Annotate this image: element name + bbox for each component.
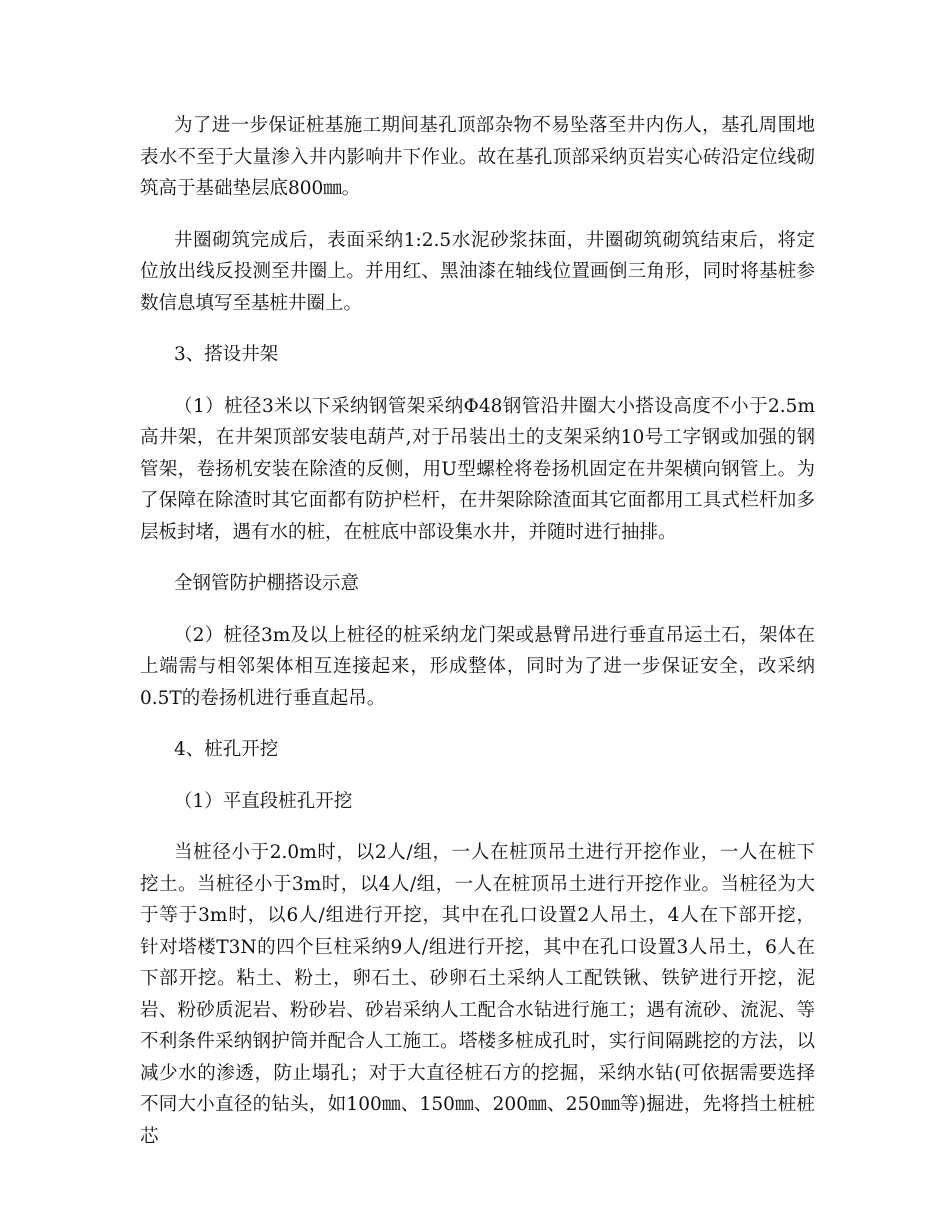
text-line: （2）桩径3m及以上桩径的桩采纳龙门架或悬臂吊进行垂直吊运土石，架体在 [174,624,815,646]
section-heading-pile-excavation [140,734,815,766]
heading-text: 4、桩孔开挖 [174,739,279,760]
text-line: 井圈砌筑完成后，表面采纳1:2.5水泥砂浆抹面，井圈砌筑砌筑结束后，将定 [174,229,815,251]
text-line: 挖土。当桩径小于3m时，以4人/组，一人在桩顶吊土进行开挖作业。当桩径为大 [140,873,815,895]
text-line: 层板封堵，遇有水的桩，在桩底中部设集水井，并随时进行抽排。 [140,521,677,543]
text-line: 岩、粉砂质泥岩、粉砂岩、砂岩采纳人工配合水钻进行施工；遇有流砂、流泥、等 [140,999,815,1021]
text-line: 为了进一步保证桩基施工期间基孔顶部杂物不易坠落至井内伤人，基孔周围地 [174,115,815,136]
text-line: 了保障在除渣时其它面都有防护栏杆，在井架除除渣面其它面都用工具式栏杆加多 [140,490,815,511]
text-line: 减少水的渗透，防止塌孔；对于大直径桩石方的挖掘，采纳水钻(可依据需要选择 [140,1062,815,1084]
text-line: 针对塔楼T3N的四个巨柱采纳9人/组进行开挖，其中在孔口设置3人吊土，6人在 [140,936,815,958]
figure-caption-steel-shed [140,568,815,600]
text-line: 于等于3m时，以6人/组进行开挖，其中在孔口设置2人吊土，4人在下部开挖， [140,905,815,926]
text-line: 下部开挖。粘土、粉土，卵石土、砂卵石土采纳人工配铁锹、铁铲进行开挖，泥 [140,968,815,989]
text-line: 0.5T的卷扬机进行垂直起吊。 [140,687,386,709]
paragraph-well-ring-finish [140,225,815,320]
paragraph-frame-under-3m [140,391,815,549]
text-line: 不同大小直径的钻头，如100㎜、150㎜、200㎜、250㎜等)掘进，先将挡土桩桩芯 [140,1094,815,1147]
paragraph-frame-3m-and-above [140,620,815,715]
text-line: 筑高于基础垫层底800㎜。 [140,178,361,199]
subsection-heading-straight-section [140,786,815,818]
heading-text: 3、搭设井架 [174,344,279,365]
heading-text: （1）平直段桩孔开挖 [174,790,353,812]
text-line: 管架，卷扬机安装在除渣的反侧，用U型螺栓将卷扬机固定在井架横向钢管上。为 [140,458,815,480]
text-line: 表水不至于大量渗入井内影响井下作业。故在基孔顶部采纳页岩实心砖沿定位线砌 [140,146,815,168]
text-line: 不利条件采纳钢护筒并配合人工施工。塔楼多桩成孔时，实行间隔跳挖的方法，以 [140,1031,815,1052]
paragraph-excavation-method [140,837,815,1152]
document-body [140,110,815,1172]
text-line: 当桩径小于2.0m时，以2人/组，一人在桩顶吊土进行开挖作业，一人在桩下 [174,842,815,863]
text-line: 上端需与相邻架体相互连接起来，形成整体，同时为了进一步保证安全，改采纳 [140,656,815,677]
paragraph-well-wall-purpose [140,110,815,205]
caption-text: 全钢管防护棚搭设示意 [174,573,360,594]
text-line: 位放出线反投测至井圈上。并用红、黑油漆在轴线位置画倒三角形，同时将基桩参 [140,261,815,282]
text-line: （1）桩径3米以下采纳钢管架采纳Φ48钢管沿井圈大小搭设高度不小于2.5m [174,395,815,417]
text-line: 高井架，在井架顶部安装电葫芦,对于吊装出土的支架采纳10号工字钢或加强的钢 [140,427,815,448]
section-heading-erect-frame [140,339,815,371]
text-line: 数信息填写至基桩井圈上。 [140,292,363,314]
